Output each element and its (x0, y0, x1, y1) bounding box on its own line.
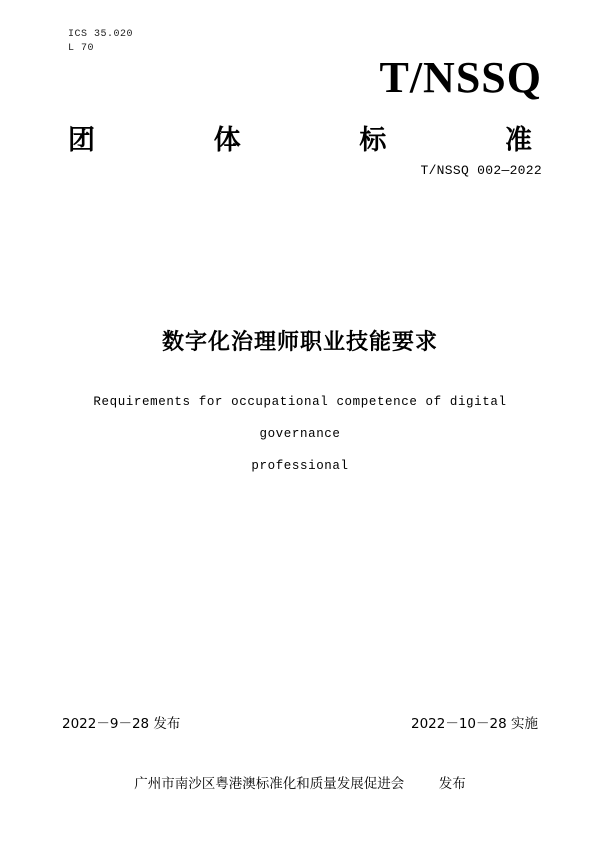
date-row (62, 712, 538, 732)
banner-char-1: 团 (68, 125, 95, 156)
effective-date: 2022－10－28 实施 (410, 716, 538, 732)
ics-code: ICS 35.020 (68, 29, 134, 40)
publisher-name: 广州市南沙区粤港澳标准化和质量发展促进会 (134, 776, 405, 792)
banner-char-4: 准 (504, 125, 532, 156)
title-english-line-1: Requirements for occupational competence of digital governance (93, 395, 507, 441)
banner-char-3: 标 (359, 125, 387, 156)
document-title-english (70, 386, 530, 482)
ics-class: L 70 (68, 43, 95, 54)
banner-group-standard (68, 118, 532, 157)
issue-date: 2022－9－28 发布 (62, 716, 181, 732)
publisher-line (0, 772, 600, 792)
banner-char-2: 体 (213, 125, 241, 156)
ics-code-block (68, 28, 133, 56)
standard-logo: T/NSSQ (379, 53, 542, 102)
standard-number: T/NSSQ 002—2022 (420, 163, 542, 178)
title-english-line-2: professional (251, 459, 349, 473)
document-title-chinese: 数字化治理师职业技能要求 (161, 330, 438, 355)
publisher-action: 发布 (438, 776, 466, 792)
